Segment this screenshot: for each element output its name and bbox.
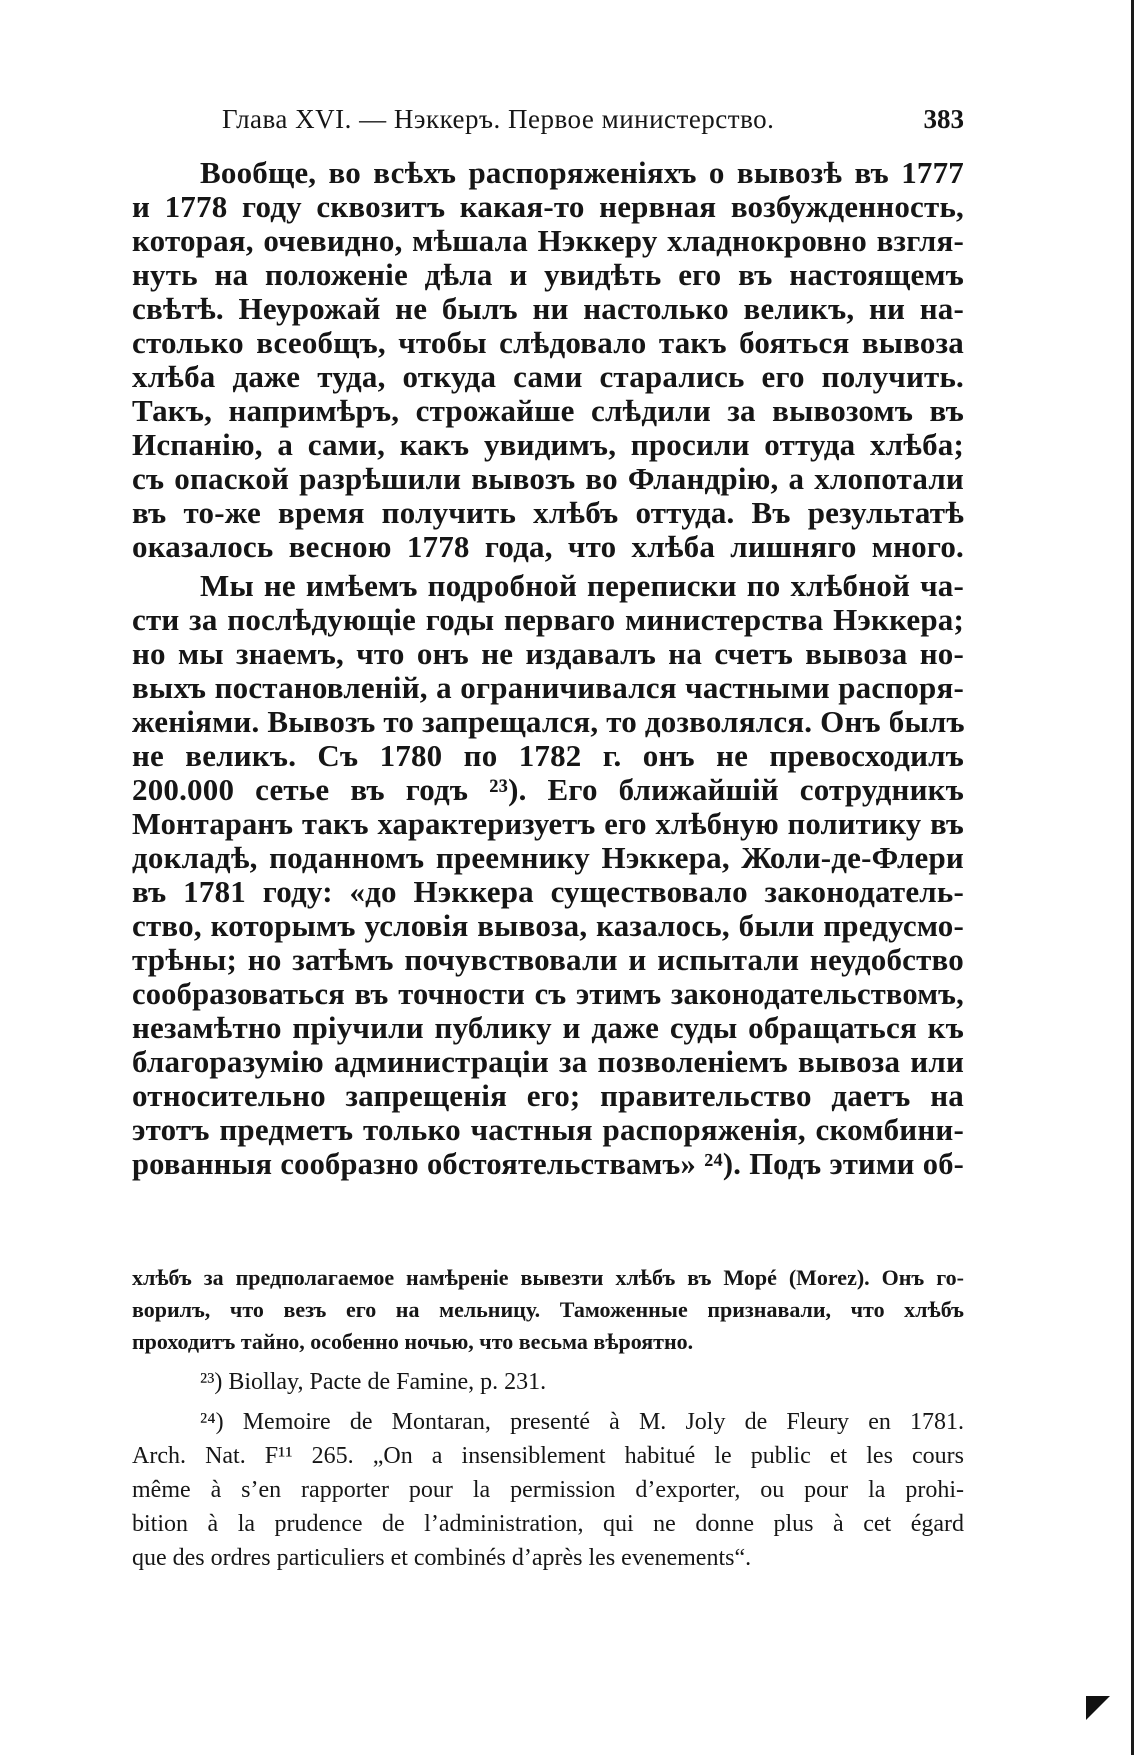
running-title: Глава XVI. — Нэккеръ. Первое министерство. [222, 104, 775, 134]
body-line: съ опаской разрѣшили вывозъ во Фландрію, а хлопотали [132, 461, 964, 496]
body-line: не великъ. Съ 1780 по 1782 г. онъ не превосходилъ [132, 738, 964, 773]
body-line: 200.000 сетье въ годъ ²³). Его ближайшій сотрудникъ [132, 772, 964, 807]
body-line: Такъ, напримѣръ, строжайше слѣдили за вывозомъ въ [132, 393, 964, 428]
body-line: оказалось весною 1778 года, что хлѣба лишняго много. [132, 529, 964, 564]
body-line: Монтаранъ такъ характеризуетъ его хлѣбную политику въ [132, 807, 964, 841]
footnote-line: que des ordres particuliers et combinés d’après les evenements“. [132, 1545, 752, 1571]
footnote-line: même à s’en rapporter pour la permission d’exporter, ou pour la prohi- [132, 1477, 964, 1503]
body-line: Мы не имѣемъ подробной переписки по хлѣбной ча- [200, 568, 964, 603]
body-line: незамѣтно пріучили публику и даже суды обращаться къ [132, 1010, 964, 1045]
body-line: Вообще, во всѣхъ распоряженіяхъ о вывозѣ въ 1777 [200, 155, 964, 190]
body-line: докладѣ, поданномъ преемнику Нэккера, Жоли-де-Флери [132, 840, 964, 875]
footnote-24: ²⁴) Memoire de Montaran, presenté à M. Joly de Fleury en 1781. [200, 1409, 964, 1435]
body-line: въ то-же время получить хлѣбъ оттуда. Въ результатѣ [132, 495, 964, 530]
footnote-line: Arch. Nat. F¹¹ 265. „On a insensiblement habitué le public et les cours [132, 1443, 964, 1469]
footnote-line: ворилъ, что везъ его на мельницу. Таможенные признавали, что хлѣбъ [132, 1297, 964, 1322]
footnote-line: bition à la prudence de l’administration, qui ne donne plus à cet égard [132, 1511, 964, 1537]
body-line: выхъ постановленій, а ограничивался частными распоря- [132, 670, 964, 705]
body-line: но мы знаемъ, что онъ не издавалъ на счетъ вывоза но- [132, 636, 964, 671]
body-line: рованныя сообразно обстоятельствамъ» ²⁴). Подъ этими об- [132, 1147, 964, 1181]
footnote-line: хлѣбъ за предполагаемое намѣреніе вывезти хлѣбъ въ Морé (Morez). Онъ го- [132, 1265, 964, 1290]
body-line: свѣтѣ. Неурожай не былъ ни настолько великъ, ни на- [132, 291, 964, 326]
body-line: женіями. Вывозъ то запрещался, то дозволялся. Онъ былъ [132, 704, 965, 739]
body-line: которая, очевидно, мѣшала Нэккеру хладнокровно взгля- [132, 223, 964, 258]
page-number: 383 [923, 104, 964, 134]
body-line: хлѣба даже туда, откуда сами старались его получить. [132, 359, 964, 394]
running-header [132, 104, 964, 140]
body-line: трѣны; но затѣмъ почувствовали и испытали неудобство [132, 942, 964, 977]
body-line: Испанію, а сами, какъ увидимъ, просили оттуда хлѣба; [132, 427, 964, 462]
body-line: благоразумію администраціи за позволеніемъ вывоза или [132, 1044, 964, 1079]
body-line: относительно запрещенія его; правительство даетъ на [132, 1078, 964, 1113]
body-line: и 1778 году сквозитъ какая-то нервная возбужденность, [132, 189, 964, 224]
corner-arrow-icon [1086, 1696, 1110, 1720]
body-line: сти за послѣдующіе годы перваго министерства Нэккера; [132, 602, 964, 637]
body-line: сообразоваться въ точности съ этимъ законодательствомъ, [132, 977, 964, 1011]
body-line: въ 1781 году: «до Нэккера существовало законодатель- [132, 874, 964, 909]
body-line: этотъ предметъ только частныя распоряженія, скомбини- [132, 1112, 964, 1147]
page-edge-rule [1131, 0, 1134, 1755]
body-line: нуть на положеніе дѣла и увидѣть его въ настоящемъ [132, 257, 964, 292]
footnote-23: ²³) Biollay, Pacte de Famine, p. 231. [200, 1369, 547, 1395]
body-line: ство, которымъ условія вывоза, казалось, были предусмо- [132, 908, 964, 943]
body-line: столько всеобщъ, чтобы слѣдовало такъ бояться вывоза [132, 325, 964, 360]
footnote-line: проходитъ тайно, особенно ночью, что весьма вѣроятно. [132, 1329, 694, 1354]
